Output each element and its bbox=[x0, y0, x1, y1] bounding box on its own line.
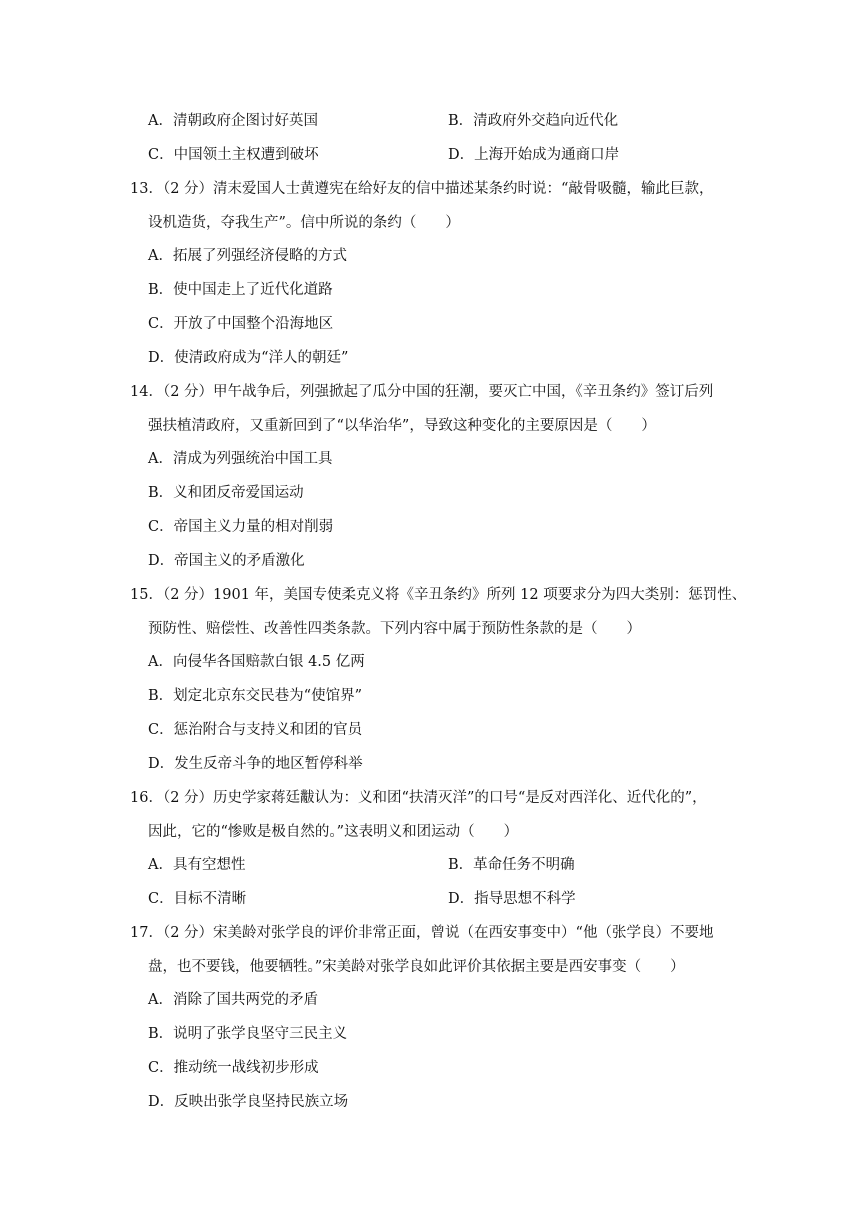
q14-option-b: B．义和团反帝爱国运动 bbox=[148, 485, 304, 501]
q16-stem-line1: 16．（2 分）历史学家蒋廷黻认为：义和团“扶清灭洋”的口号“是反对西洋化、近代化的”， bbox=[130, 790, 707, 806]
q17-stem-line1: 17．（2 分）宋美龄对张学良的评价非常正面，曾说（在西安事变中）“他（张学良）不要地 bbox=[130, 925, 714, 941]
q12-option-d: D．上海开始成为通商口岸 bbox=[448, 147, 620, 163]
q12-option-c: C．中国领土主权遭到破坏 bbox=[148, 147, 319, 163]
q16-option-d: D．指导思想不科学 bbox=[448, 891, 576, 907]
q17-option-b: B．说明了张学良坚守三民主义 bbox=[148, 1026, 348, 1042]
q15-option-a: A．向侵华各国赔款白银 4.5 亿两 bbox=[148, 654, 365, 670]
q13-option-d: D．使清政府成为“洋人的朝廷” bbox=[148, 350, 349, 366]
q17-option-a: A．消除了国共两党的矛盾 bbox=[148, 992, 318, 1008]
q16-option-b: B．革命任务不明确 bbox=[448, 857, 575, 873]
q16-option-a: A．具有空想性 bbox=[148, 857, 246, 873]
q14-stem-line1: 14．（2 分）甲午战争后，列强掀起了瓜分中国的狂潮，要灭亡中国，《辛丑条约》签订后列 bbox=[130, 384, 714, 400]
q12-option-a: A．清朝政府企图讨好英国 bbox=[148, 113, 318, 129]
q15-option-c: C．惩治附合与支持义和团的官员 bbox=[148, 722, 363, 738]
q12-option-b: B．清政府外交趋向近代化 bbox=[448, 113, 619, 129]
q14-option-a: A．清成为列强统治中国工具 bbox=[148, 451, 333, 467]
q17-option-d: D．反映出张学良坚持民族立场 bbox=[148, 1094, 349, 1110]
q14-option-d: D．帝国主义的矛盾激化 bbox=[148, 553, 305, 569]
q15-stem-line1: 15．（2 分）1901 年，美国专使柔克义将《辛丑条约》所列 12 项要求分为四大类别：惩罚性、 bbox=[130, 587, 747, 603]
q17-stem-line2: 盘，也不要钱，他要牺牲。”宋美龄对张学良如此评价其依据主要是西安事变（ ） bbox=[148, 959, 685, 975]
q13-stem-line2: 设机造货，夺我生产”。信中所说的条约（ ） bbox=[148, 215, 460, 231]
q15-option-d: D．发生反帝斗争的地区暂停科举 bbox=[148, 756, 363, 772]
q16-stem-line2: 因此，它的“惨败是极自然的。”这表明义和团运动（ ） bbox=[148, 824, 519, 840]
q16-option-c: C．目标不清晰 bbox=[148, 891, 247, 907]
q17-option-c: C．推动统一战线初步形成 bbox=[148, 1060, 319, 1076]
q13-option-b: B．使中国走上了近代化道路 bbox=[148, 282, 333, 298]
q14-option-c: C．帝国主义力量的相对削弱 bbox=[148, 519, 334, 535]
q15-stem-line2: 预防性、赔偿性、改善性四类条款。下列内容中属于预防性条款的是（ ） bbox=[148, 621, 641, 637]
q13-stem-line1: 13．（2 分）清末爱国人士黄遵宪在给好友的信中描述某条约时说：“敲骨吸髓，输此巨款， bbox=[130, 181, 714, 197]
q14-stem-line2: 强扶植清政府，又重新回到了“以华治华”，导致这种变化的主要原因是（ ） bbox=[148, 418, 656, 434]
q15-option-b: B．划定北京东交民巷为“使馆界” bbox=[148, 688, 362, 704]
q13-option-c: C．开放了中国整个沿海地区 bbox=[148, 316, 334, 332]
q13-option-a: A．拓展了列强经济侵略的方式 bbox=[148, 248, 347, 264]
